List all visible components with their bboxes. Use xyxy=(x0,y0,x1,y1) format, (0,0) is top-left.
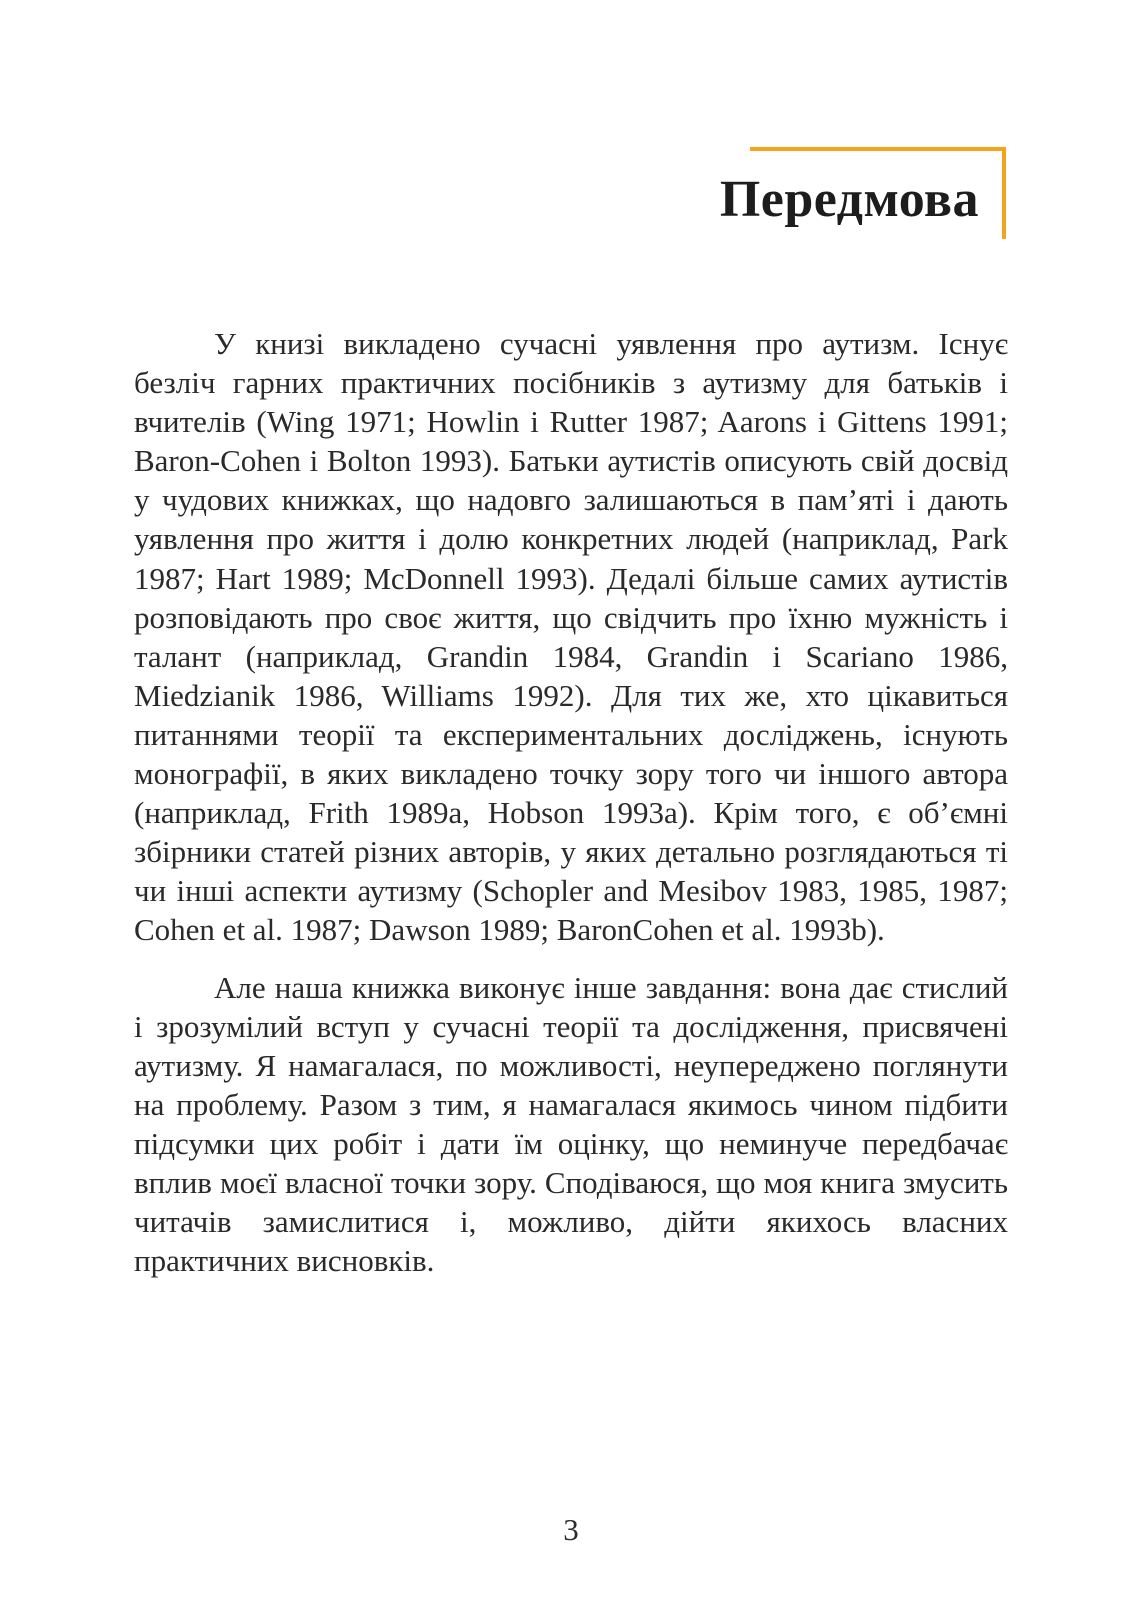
page-title: Передмова xyxy=(719,171,979,228)
paragraph-2: Але наша книжка виконує інше завдання: вона дає стислий і зрозумілий вступ у сучасні теорії та дослідження, присвячені аутизму. Я намагалася, по можливості, неупереджено поглянути на проблему. Разом з тим, я намагалася якимось чином підбити підсумки цих робіт і дати їм оцінку, що неминуче передбачає вплив моєї власної точки зору. Сподіваюся, що моя книга змусить читачів замислитися і, можливо, дійти якихось власних практичних висновків. xyxy=(134,969,1008,1279)
paragraph-1: У книзі викладено сучасні уявлення про аутизм. Існує безліч гарних практичних посібників з аутизму для батьків і вчителів (Wing 1971; Howlin і Rutter 1987; Aarons і Gittens 1991; Baron-Cohen і Bolton 1993). Батьки аутистів описують свій досвід у чудових книжках, що надовго залишаються в пам’яті і дають уявлення про життя і долю конкретних людей (наприклад, Park 1987; Hart 1989; McDonnell 1993). Дедалі більше самих аутистів розповідають про своє життя, що свідчить про їхню мужність і талант (наприклад, Grandin 1984, Grandin і Scariano 1986, Miedzianik 1986, Williams 1992). Для тих же, хто цікавиться питаннями теорії та експериментальних досліджень, існують монографії, в яких викладено точку зору того чи іншого автора (наприклад, Frith 1989a, Hobson 1993a). Крім того, є об’ємні збірники статей різних авторів, у яких детально розглядаються ті чи інші аспекти аутизму (Schopler and Mesibov 1983, 1985, 1987; Cohen et al. 1987; Dawson 1989; BaronCohen et al. 1993b). xyxy=(134,326,1008,948)
body-text xyxy=(134,324,1008,1280)
page-number: 3 xyxy=(563,1512,579,1547)
